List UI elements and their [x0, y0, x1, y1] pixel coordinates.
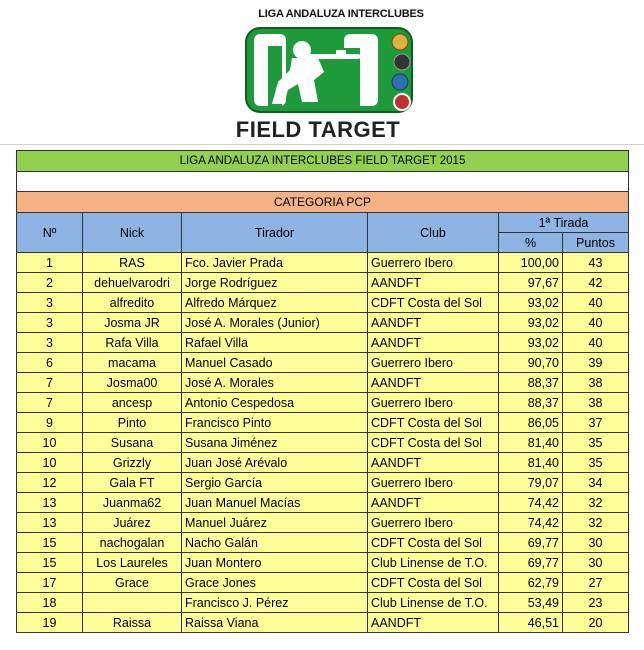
cell-club: Guerrero Ibero — [368, 393, 499, 413]
cell-tirador: Juan Manuel Macías — [182, 493, 368, 513]
cell-tirador: Juan José Arévalo — [182, 453, 368, 473]
cell-pct: 86,05 — [499, 413, 563, 433]
cell-pct: 69,77 — [499, 533, 563, 553]
table-row — [17, 453, 629, 473]
cell-pct: 53,49 — [499, 593, 563, 613]
cell-puntos: 38 — [563, 373, 629, 393]
col-header-pct: % — [499, 233, 563, 253]
cell-no: 15 — [17, 533, 83, 553]
cell-no: 3 — [17, 293, 83, 313]
cell-pct: 81,40 — [499, 453, 563, 473]
cell-no: 6 — [17, 353, 83, 373]
results-table-wrapper — [16, 150, 629, 633]
divider — [0, 144, 644, 145]
category-label: CATEGORIA PCP — [17, 192, 629, 213]
cell-club: AANDFT — [368, 453, 499, 473]
cell-tirador: Nacho Galán — [182, 533, 368, 553]
cell-puntos: 32 — [563, 513, 629, 533]
table-row — [17, 513, 629, 533]
league-name: LIGA ANDALUZA INTERCLUBES — [258, 8, 424, 20]
cell-club: Guerrero Ibero — [368, 353, 499, 373]
cell-tirador: Francisco J. Pérez — [182, 593, 368, 613]
cell-puntos: 39 — [563, 353, 629, 373]
cell-nick: macama — [83, 353, 182, 373]
badge-icon — [394, 94, 410, 110]
table-row — [17, 373, 629, 393]
table-row — [17, 333, 629, 353]
col-header-nick: Nick — [83, 213, 182, 253]
cell-puntos: 20 — [563, 613, 629, 633]
cell-tirador: Antonio Cespedosa — [182, 393, 368, 413]
cell-nick: Josma JR — [83, 313, 182, 333]
cell-no: 2 — [17, 273, 83, 293]
cell-pct: 79,07 — [499, 473, 563, 493]
cell-nick — [83, 593, 182, 613]
cell-club: Guerrero Ibero — [368, 513, 499, 533]
table-row — [17, 473, 629, 493]
cell-nick: Susana — [83, 433, 182, 453]
cell-nick: RAS — [83, 253, 182, 273]
col-header-puntos: Puntos — [563, 233, 629, 253]
cell-puntos: 42 — [563, 273, 629, 293]
cell-no: 12 — [17, 473, 83, 493]
cell-puntos: 27 — [563, 573, 629, 593]
cell-nick: nachogalan — [83, 533, 182, 553]
col-header-club: Club — [368, 213, 499, 253]
cell-pct: 90,70 — [499, 353, 563, 373]
cell-no: 1 — [17, 253, 83, 273]
badge-icon — [394, 54, 410, 70]
cell-no: 7 — [17, 393, 83, 413]
cell-nick: Los Laureles — [83, 553, 182, 573]
cell-puntos: 23 — [563, 593, 629, 613]
table-row — [17, 293, 629, 313]
cell-puntos: 40 — [563, 293, 629, 313]
cell-tirador: Grace Jones — [182, 573, 368, 593]
cell-pct: 93,02 — [499, 333, 563, 353]
cell-no: 19 — [17, 613, 83, 633]
badge-icon — [392, 34, 408, 50]
table-row — [17, 353, 629, 373]
cell-club: AANDFT — [368, 493, 499, 513]
cell-pct: 62,79 — [499, 573, 563, 593]
cell-club: AANDFT — [368, 273, 499, 293]
col-header-tirador: Tirador — [182, 213, 368, 253]
cell-nick: Juárez — [83, 513, 182, 533]
table-row — [17, 573, 629, 593]
cell-no: 3 — [17, 333, 83, 353]
cell-puntos: 34 — [563, 473, 629, 493]
cell-nick: Josma00 — [83, 373, 182, 393]
cell-puntos: 37 — [563, 413, 629, 433]
table-row — [17, 533, 629, 553]
badge-icon — [392, 74, 408, 90]
cell-no: 10 — [17, 433, 83, 453]
cell-pct: 88,37 — [499, 373, 563, 393]
cell-tirador: Francisco Pinto — [182, 413, 368, 433]
cell-tirador: Sergio García — [182, 473, 368, 493]
cell-nick: Grace — [83, 573, 182, 593]
cell-tirador: José A. Morales — [182, 373, 368, 393]
cell-no: 7 — [17, 373, 83, 393]
cell-no: 17 — [17, 573, 83, 593]
cell-pct: 81,40 — [499, 433, 563, 453]
cell-tirador: Manuel Casado — [182, 353, 368, 373]
cell-nick: alfredito — [83, 293, 182, 313]
cell-puntos: 35 — [563, 453, 629, 473]
cell-nick: Grizzly — [83, 453, 182, 473]
cell-no: 10 — [17, 453, 83, 473]
table-row — [17, 413, 629, 433]
table-row — [17, 393, 629, 413]
cell-puntos: 38 — [563, 393, 629, 413]
cell-nick: Gala FT — [83, 473, 182, 493]
cell-nick: Pinto — [83, 413, 182, 433]
cell-puntos: 35 — [563, 433, 629, 453]
table-row — [17, 433, 629, 453]
cell-nick: Juanma62 — [83, 493, 182, 513]
cell-nick: Raissa — [83, 613, 182, 633]
cell-club: AANDFT — [368, 373, 499, 393]
cell-pct: 74,42 — [499, 493, 563, 513]
cell-club: Club Linense de T.O. — [368, 593, 499, 613]
cell-puntos: 32 — [563, 493, 629, 513]
table-row — [17, 593, 629, 613]
field-target-title: FIELD TARGET — [235, 117, 401, 142]
cell-club: CDFT Costa del Sol — [368, 293, 499, 313]
cell-puntos: 43 — [563, 253, 629, 273]
cell-club: Guerrero Ibero — [368, 253, 499, 273]
empty-row — [17, 172, 629, 192]
cell-club: Guerrero Ibero — [368, 473, 499, 493]
cell-club: AANDFT — [368, 313, 499, 333]
results-table — [16, 150, 629, 633]
cell-nick: Rafa Villa — [83, 333, 182, 353]
cell-club: AANDFT — [368, 333, 499, 353]
cell-puntos: 40 — [563, 333, 629, 353]
cell-club: Club Linense de T.O. — [368, 553, 499, 573]
cell-no: 3 — [17, 313, 83, 333]
field-target-logo — [240, 24, 420, 118]
cell-tirador: Fco. Javier Prada — [182, 253, 368, 273]
cell-club: CDFT Costa del Sol — [368, 533, 499, 553]
table-row — [17, 493, 629, 513]
cell-pct: 74,42 — [499, 513, 563, 533]
cell-puntos: 30 — [563, 533, 629, 553]
table-title: LIGA ANDALUZA INTERCLUBES FIELD TARGET 2015 — [17, 151, 629, 172]
cell-pct: 100,00 — [499, 253, 563, 273]
cell-pct: 69,77 — [499, 553, 563, 573]
cell-nick: ancesp — [83, 393, 182, 413]
cell-tirador: Jorge Rodríguez — [182, 273, 368, 293]
table-row — [17, 253, 629, 273]
cell-tirador: Susana Jiménez — [182, 433, 368, 453]
cell-club: CDFT Costa del Sol — [368, 413, 499, 433]
cell-club: AANDFT — [368, 613, 499, 633]
cell-pct: 93,02 — [499, 313, 563, 333]
cell-tirador: Juan Montero — [182, 553, 368, 573]
cell-tirador: Rafael Villa — [182, 333, 368, 353]
table-row — [17, 273, 629, 293]
cell-puntos: 30 — [563, 553, 629, 573]
cell-no: 13 — [17, 513, 83, 533]
cell-puntos: 40 — [563, 313, 629, 333]
cell-club: CDFT Costa del Sol — [368, 573, 499, 593]
cell-no: 9 — [17, 413, 83, 433]
cell-no: 13 — [17, 493, 83, 513]
col-header-tirada: 1ª Tirada — [499, 213, 629, 233]
cell-nick: dehuelvarodri — [83, 273, 182, 293]
table-row — [17, 613, 629, 633]
cell-tirador: Alfredo Márquez — [182, 293, 368, 313]
table-row — [17, 313, 629, 333]
header — [0, 0, 644, 150]
cell-pct: 88,37 — [499, 393, 563, 413]
cell-pct: 46,51 — [499, 613, 563, 633]
col-header-no: Nº — [17, 213, 83, 253]
cell-tirador: Manuel Juárez — [182, 513, 368, 533]
cell-no: 18 — [17, 593, 83, 613]
cell-tirador: José A. Morales (Junior) — [182, 313, 368, 333]
cell-pct: 97,67 — [499, 273, 563, 293]
cell-pct: 93,02 — [499, 293, 563, 313]
table-row — [17, 553, 629, 573]
cell-tirador: Raissa Viana — [182, 613, 368, 633]
cell-club: CDFT Costa del Sol — [368, 433, 499, 453]
cell-no: 15 — [17, 553, 83, 573]
